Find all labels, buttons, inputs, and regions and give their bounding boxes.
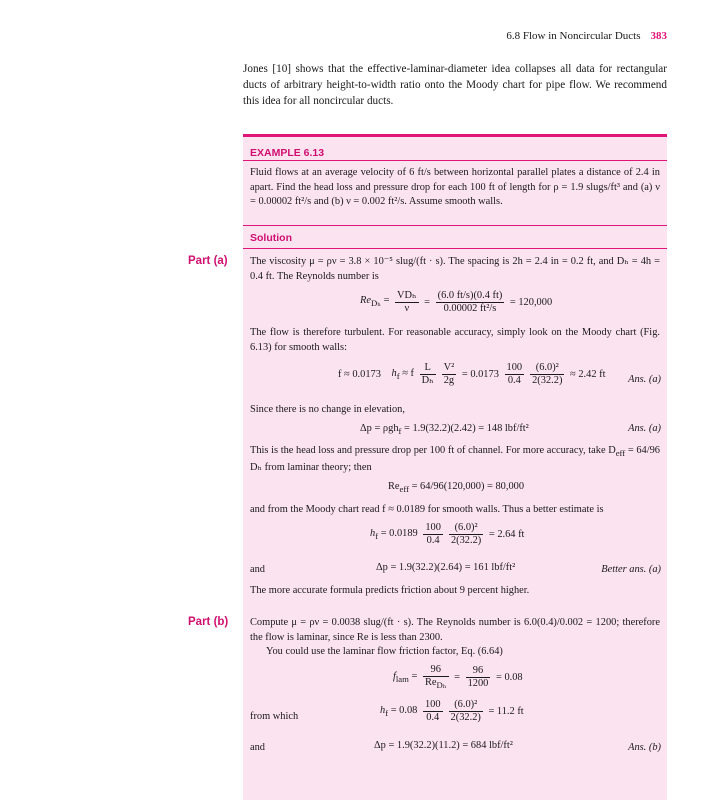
intro-paragraph: Jones [10] shows that the effective-laminar-diameter idea collapses all data for rectangular ducts of arbitrary height-to-width ratio onto the Moody chart for pipe flow. We recommend this idea for all noncircular ducts. [243, 63, 667, 107]
and-label-b: and [250, 742, 266, 753]
friction-equation: f ≈ 0.0173 $h_f \approx f$ $\frac{L}{\text{Dₕ}}$ $\frac{\text{V²}}{2g}$ = 0.0173 $\frac{100}{0.4}$ $\frac{\text{(6.0)²}}{2(32.2)}$ ≈ 2.42 ft [338, 362, 606, 386]
part-b-text-1: Compute μ = ρν = 0.0038 slug/(ft · s). The Reynolds number is 6.0(0.4)/0.002 = 1200; therefore the flow is laminar, since Re is less than 2300. [250, 617, 660, 643]
part-a-text-2: The flow is therefore turbulent. For reasonable accuracy, simply look on the Moody chart (Fig. 6.13) for smooth walls: [250, 327, 660, 353]
part-a-label: Part (a) [188, 255, 228, 267]
solution-title: Solution [250, 232, 292, 244]
pressure-drop-equation-1: Δp = ρgh$_f$ = 1.9(32.2)(2.42) = 148 lbf/ft² [360, 423, 529, 437]
part-a-text-1: The viscosity μ = ρν = 3.8 × 10⁻⁵ slug/(ft · s). The spacing is 2h = 2.4 in = 0.2 ft, and Dₕ = 4h = 0.4 ft. The Reynolds number is [250, 256, 660, 282]
reynolds-equation: $Re_{D_h}$ = $\frac{\text{VDₕ}}{\nu}$ = $\frac{(6.0 ft/s)(0.4 ft)}{\text{0.00002 ft²/s}}$ = 120,000 [360, 290, 553, 314]
head-loss-equation-2: $h_f = 0.0189$ $\frac{100}{0.4}$ $\frac{\text{(6.0)²}}{2(32.2)}$ = 2.64 ft [370, 522, 525, 546]
part-a-text-5: and from the Moody chart read f ≈ 0.0189 for smooth walls. Thus a better estimate is [250, 504, 604, 515]
title-rule [243, 160, 667, 161]
and-label-a: and [250, 564, 266, 575]
example-title: EXAMPLE 6.13 [250, 147, 325, 159]
problem-statement: Fluid flows at an average velocity of 6 ft/s between horizontal parallel plates a distance of 2.4 in apart. Find the head loss and pressure drop for each 100 ft of length for ρ = 1.9 slugs/ft³ and (a) ν = 0.00002 ft²/s and (b) ν = 0.002 ft²/s. Assume smooth walls. [250, 167, 660, 207]
effective-reynolds-equation: $Re_{eff} = 64/96(120,000) = 80,000$ [388, 481, 525, 495]
answer-a-1: Ans. (a) [628, 374, 661, 385]
part-a-text-6: The more accurate formula predicts friction about 9 percent higher. [250, 585, 530, 596]
part-a-text-3: Since there is no change in elevation, [250, 404, 405, 415]
answer-a-3: Better ans. (a) [601, 564, 661, 575]
running-header [506, 30, 667, 42]
example-top-rule [243, 134, 667, 137]
solution-rule-bottom [243, 248, 667, 249]
page-number: 383 [650, 30, 667, 42]
part-a-text-4: This is the head loss and pressure drop per 100 ft of channel. For more accuracy, take $D_{eff} = 64/96$ Dₕ from laminar theory; then [250, 445, 660, 473]
head-loss-equation-b: $h_f = 0.08$ $\frac{100}{0.4}$ $\frac{\text{(6.0)²}}{2(32.2)}$ = 11.2 ft [380, 699, 524, 723]
laminar-friction-equation: $f_{lam}$ = $\frac{96}{Re_{D_h}}$ = $\frac{96}{1200}$ = 0.08 [393, 664, 523, 691]
solution-rule-top [243, 225, 667, 226]
answer-b: Ans. (b) [628, 742, 661, 753]
answer-a-2: Ans. (a) [628, 423, 661, 434]
part-b-label: Part (b) [188, 616, 229, 628]
from-which-label: from which [250, 711, 299, 722]
section-title: 6.8 Flow in Noncircular Ducts [506, 30, 641, 42]
pressure-drop-equation-2: Δp = 1.9(32.2)(2.64) = 161 lbf/ft² [376, 562, 516, 573]
pressure-drop-equation-b: Δp = 1.9(32.2)(11.2) = 684 lbf/ft² [374, 740, 513, 751]
part-b-text-2: You could use the laminar flow friction factor, Eq. (6.64) [266, 646, 503, 657]
